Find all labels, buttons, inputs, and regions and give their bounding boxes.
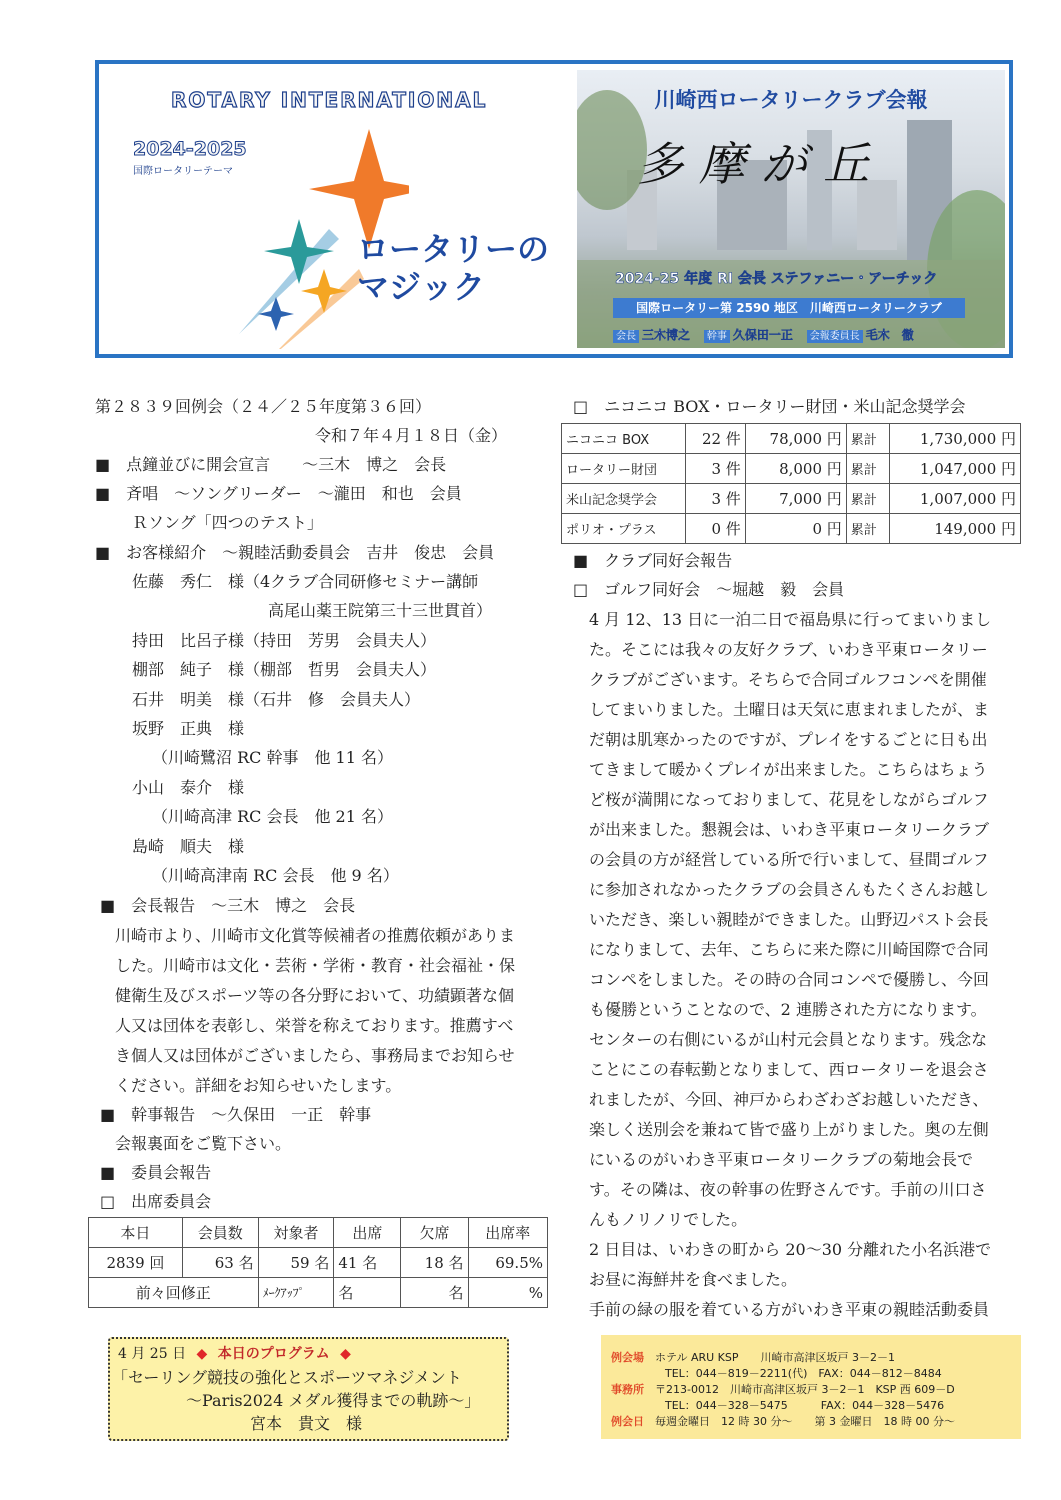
table-row: [89, 1218, 548, 1248]
meeting-date: 令和７年４月１８日（金）: [315, 426, 508, 445]
guest-line: （川崎高津南 RC 会長 他 9 名）: [152, 866, 399, 885]
president-report-line: き個人又は団体がございましたら、事務局までお知らせ: [115, 1046, 515, 1065]
golf-line: お昼に海鮮丼を食べました。: [589, 1270, 798, 1289]
table-cell: 累計: [846, 424, 890, 454]
golf-line: だ朝は肌寒かったのですが、プレイをするごとに日も出: [589, 730, 988, 749]
diamond-icon: ◆: [340, 1346, 351, 1362]
program-date-row: [118, 1343, 351, 1363]
table-row: [562, 424, 1021, 454]
guest-line: 島崎 順夫 様: [132, 837, 245, 856]
theme-year: 2024-2025: [133, 138, 247, 160]
golf-line: んもノリノリでした。: [589, 1210, 748, 1229]
meeting-day-label: 例会日: [611, 1415, 644, 1428]
theme-subtitle: 国際ロータリーテーマ: [133, 166, 233, 177]
table-row: [89, 1248, 548, 1278]
golf-line: コンペをしました。その時の合同コンペで優勝し、今回: [589, 970, 990, 989]
officer-label: 会報委員長: [807, 330, 863, 343]
donations-heading: □ ニコニコ BOX・ロータリー財団・米山記念奨学会: [573, 397, 966, 416]
venue-tel: TEL：044－819－2211(代) FAX：044－812－8484: [665, 1367, 942, 1380]
table-row: [562, 484, 1021, 514]
golf-line: クラブがございます。そちらで合同ゴルフコンペを開催: [589, 670, 987, 689]
president-report-line: した。川崎市は文化・芸術・学術・教育・社会福祉・保: [115, 956, 516, 975]
golf-line: 楽しく送別会を兼ねて皆で盛り上がりました。奥の左側: [589, 1120, 989, 1139]
golf-line: た。そこには我々の友好クラブ、いわき平東ロータリー: [589, 640, 988, 659]
table-cell: 米山記念奨学会: [562, 484, 686, 514]
ri-president: 2024-25 年度 RI 会長 ステファニー・アーチック: [615, 271, 938, 287]
club-reports-heading: ■ クラブ同好会報告: [573, 551, 733, 570]
program-speaker: 宮本 貴文 様: [250, 1414, 363, 1433]
golf-line: 手前の緑の服を着ている方がいわき平東の親睦活動委員: [589, 1300, 990, 1319]
golf-line: ど桜が満開になっておりまして、花見をしながらゴルフ: [589, 790, 989, 809]
meeting-day: 毎週金曜日 12 時 30 分～ 第 3 金曜日 18 時 00 分～: [655, 1415, 955, 1428]
table-cell: 41 名: [334, 1248, 401, 1278]
office-address: 〒213-0012 川崎市高津区坂戸 3－2－1 KSP 西 609－D: [655, 1383, 955, 1396]
president-report-line: ください。詳細をお知らせいたします。: [115, 1076, 402, 1095]
golf-line: に参加されなかったクラブの会員さんもたくさんお越し: [589, 880, 990, 899]
guest-line: 石井 明美 様（石井 修 会員夫人）: [132, 690, 421, 709]
golf-heading: □ ゴルフ同好会 ～堀越 毅 会員: [573, 580, 845, 599]
guest-line: 佐藤 秀仁 様（4クラブ合同研修セミナー講師: [132, 572, 479, 591]
golf-line: ことにこの春転勤となりまして、西ロータリーを退会さ: [589, 1060, 989, 1079]
program-label: 本日のプログラム: [217, 1346, 330, 1362]
table-cell: ﾒｰｸｱｯﾌﾟ: [258, 1278, 334, 1308]
todays-program-box: [108, 1337, 509, 1441]
committee-heading: ■ 委員会報告: [100, 1163, 212, 1182]
newsletter-header: [95, 60, 1013, 358]
golf-line: てきまして暖かくプレイが出来ました。こちらはちょう: [589, 760, 988, 779]
golf-line: センターの右側にいるが山村元会員となります。残念な: [589, 1030, 988, 1049]
table-row: [562, 454, 1021, 484]
club-officers: [613, 326, 924, 343]
table-cell: 3 件: [686, 454, 745, 484]
table-header: 対象者: [258, 1218, 334, 1248]
table-cell: 名: [334, 1278, 401, 1308]
table-cell: 69.5%: [468, 1248, 547, 1278]
song-title: Ｒソング「四つのテスト」: [132, 513, 324, 532]
district-banner: 国際ロータリー第 2590 地区 川崎西ロータリークラブ: [613, 298, 965, 318]
secretary-report-body: 会報裏面をご覧下さい。: [115, 1134, 292, 1153]
table-cell: 63 名: [182, 1248, 258, 1278]
table-cell: 前々回修正: [89, 1278, 259, 1308]
guest-line: 棚部 純子 様（棚部 哲男 会員夫人）: [132, 660, 437, 679]
guest-line: 持田 比呂子様（持田 芳男 会員夫人）: [132, 631, 437, 650]
club-photo-panel: [577, 70, 1005, 348]
diamond-icon: ◆: [196, 1346, 208, 1362]
table-header: 欠席: [401, 1218, 468, 1248]
officer-name: 三木博之: [642, 328, 691, 342]
table-cell: 78,000 円: [745, 424, 846, 454]
golf-line: れましたが、今回、神戸からわざわざお越しいただき、: [589, 1090, 989, 1109]
golf-line: いただき、楽しい親睦ができました。山野辺パスト会長: [589, 910, 989, 929]
table-cell: 18 名: [401, 1248, 468, 1278]
president-report-line: 健衛生及びスポーツ等の各分野において、功績顕著な個: [115, 986, 515, 1005]
golf-line: 4 月 12、13 日に一泊二日で福島県に行ってまいりまし: [589, 610, 992, 629]
secretary-report-heading: ■ 幹事報告 ～久保田 一正 幹事: [100, 1105, 372, 1124]
donations-table: [561, 423, 1021, 544]
table-cell: 7,000 円: [745, 484, 846, 514]
officer-name: 毛木 徹: [865, 328, 914, 342]
table-header: 出席: [334, 1218, 401, 1248]
table-cell: 3 件: [686, 484, 745, 514]
table-cell: %: [468, 1278, 547, 1308]
golf-line: も優勝ということなので、2 連勝された方になります。: [589, 1000, 987, 1019]
table-row: [562, 514, 1021, 544]
officer-name: 久保田一正: [732, 328, 793, 342]
golf-line: の会員の方が経営している所で行いまして、昼間ゴルフ: [589, 850, 989, 869]
table-cell: 1,007,000 円: [890, 484, 1021, 514]
table-cell: 22 件: [686, 424, 745, 454]
table-cell: 1,730,000 円: [890, 424, 1021, 454]
theme-line-2: マジック: [357, 268, 486, 306]
table-cell: 累計: [846, 454, 890, 484]
attendance-heading: □ 出席委員会: [100, 1192, 212, 1211]
table-cell: 累計: [846, 514, 890, 544]
table-cell: 累計: [846, 484, 890, 514]
golf-line: してまいりました。土曜日は天気に恵まれましたが、ま: [589, 700, 990, 719]
ri-theme-panel: [99, 64, 577, 354]
table-cell: 0 件: [686, 514, 745, 544]
table-cell: 149,000 円: [890, 514, 1021, 544]
table-header: 本日: [89, 1218, 183, 1248]
meeting-number: 第２８３９回例会（２４／２５年度第３６回）: [95, 397, 432, 416]
attendance-table: [88, 1217, 548, 1308]
table-header: 出席率: [468, 1218, 547, 1248]
golf-line: になりまして、去年、こちらに来た際に川崎国際で合同: [589, 940, 989, 959]
ri-title: ROTARY INTERNATIONAL: [171, 88, 488, 112]
president-report-line: 人又は団体を表彰し、栄誉を称えております。推薦すべ: [115, 1016, 514, 1035]
club-newsletter-title: 川崎西ロータリークラブ会報: [654, 88, 928, 112]
table-row: [89, 1278, 548, 1308]
president-report-heading: ■ 会長報告 ～三木 博之 会長: [100, 896, 356, 915]
club-info-box: [601, 1335, 1021, 1439]
opening-item: ■ 点鐘並びに開会宣言 ～三木 博之 会長: [95, 455, 447, 474]
golf-line: す。その隣は、夜の幹事の佐野さんです。手前の川口さ: [589, 1180, 987, 1199]
guest-line: （川崎高津 RC 会長 他 21 名）: [152, 807, 393, 826]
table-cell: 8,000 円: [745, 454, 846, 484]
table-cell: 59 名: [258, 1248, 334, 1278]
program-title-line: 「セーリング競技の強化とスポーツマネジメント: [112, 1368, 462, 1387]
table-cell: 名: [401, 1278, 468, 1308]
table-header: 会員数: [182, 1218, 258, 1248]
table-cell: ロータリー財団: [562, 454, 686, 484]
table-cell: 1,047,000 円: [890, 454, 1021, 484]
officer-label: 幹事: [704, 330, 730, 343]
table-cell: ニコニコ BOX: [562, 424, 686, 454]
table-cell: 2839 回: [89, 1248, 183, 1278]
guest-line: 高尾山薬王院第三十三世貫首）: [268, 601, 493, 620]
newsletter-calligraphy: 多摩が丘: [637, 137, 885, 191]
venue-address: ホテル ARU KSP 川崎市高津区坂戸 3－2－1: [655, 1351, 895, 1364]
song-item: ■ 斉唱 ～ソングリーダー ～瀧田 和也 会員: [95, 484, 462, 503]
golf-line: 2 日目は、いわきの町から 20～30 分離れた小名浜港で: [589, 1240, 992, 1259]
office-tel: TEL：044－328－5475 FAX：044－328－5476: [665, 1399, 945, 1412]
guest-line: 小山 泰介 様: [132, 778, 245, 797]
theme-title: [357, 230, 549, 306]
guest-line: 坂野 正典 様: [132, 719, 245, 738]
officer-label: 会長: [613, 330, 639, 343]
table-cell: ポリオ・プラス: [562, 514, 686, 544]
office-label: 事務所: [611, 1383, 644, 1396]
golf-line: が出来ました。懇親会は、いわき平東ロータリークラブ: [589, 820, 990, 839]
guest-line: （川崎鷺沼 RC 幹事 他 11 名）: [152, 748, 393, 767]
theme-line-1: ロータリーの: [357, 230, 550, 268]
president-report-line: 川崎市より、川崎市文化賞等候補者の推薦依頼がありま: [115, 926, 516, 945]
table-cell: 0 円: [745, 514, 846, 544]
guest-heading: ■ お客様紹介 ～親睦活動委員会 吉井 俊忠 会員: [95, 543, 495, 562]
golf-line: にいるのがいわき平東ロータリークラブの菊地会長で: [589, 1150, 974, 1169]
program-title-line: ～Paris2024 メダル獲得までの軌跡～」: [186, 1391, 481, 1410]
program-date: 4 月 25 日: [118, 1346, 187, 1362]
venue-label: 例会場: [611, 1351, 644, 1364]
